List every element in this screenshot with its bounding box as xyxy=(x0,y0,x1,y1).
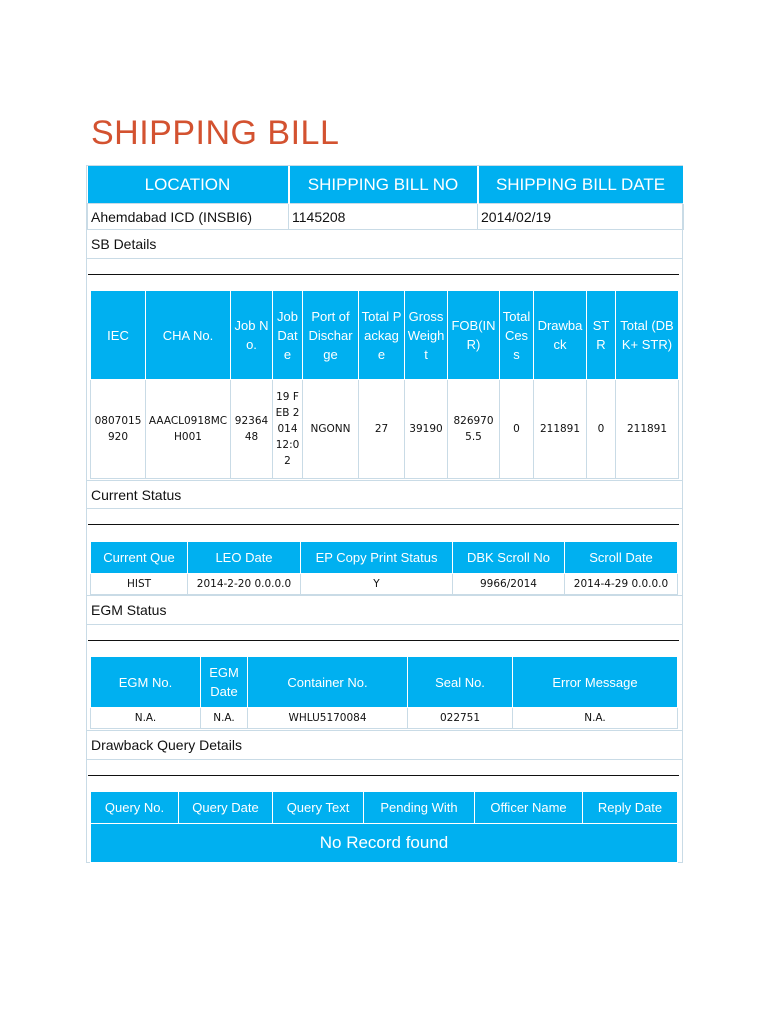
section-rule xyxy=(88,524,679,525)
col-drawback: Drawback xyxy=(534,291,587,380)
no-record-message: No Record found xyxy=(91,824,678,863)
section-current-status: Current Status xyxy=(91,487,182,503)
divider xyxy=(87,759,683,760)
col-scroll-date: Scroll Date xyxy=(565,542,678,574)
col-seal-no: Seal No. xyxy=(408,657,513,708)
divider xyxy=(87,258,683,259)
section-drawback-query: Drawback Query Details xyxy=(91,737,242,753)
col-port-of-discharge: Port of Discharge xyxy=(303,291,359,380)
col-query-no: Query No. xyxy=(91,792,179,824)
table-cell: N.A. xyxy=(201,708,248,729)
divider xyxy=(87,730,683,731)
egm-status-table xyxy=(90,656,678,729)
col-job-date: Job Date xyxy=(273,291,303,380)
table-cell: 0807015920 xyxy=(91,380,146,479)
divider xyxy=(87,480,683,481)
divider xyxy=(87,595,683,596)
col-reply-date: Reply Date xyxy=(583,792,678,824)
col-str: STR xyxy=(587,291,616,380)
section-egm-status: EGM Status xyxy=(91,602,167,618)
col-cha-no: CHA No. xyxy=(146,291,231,380)
divider xyxy=(87,229,683,230)
col-query-date: Query Date xyxy=(179,792,273,824)
col-egm-date: EGM Date xyxy=(201,657,248,708)
table-cell: 2014-4-29 0.0.0.0 xyxy=(565,574,678,595)
divider xyxy=(87,624,683,625)
table-cell: 022751 xyxy=(408,708,513,729)
table-cell: 0 xyxy=(500,380,534,479)
location-value: Ahemdabad ICD (INSBI6) xyxy=(88,204,289,230)
table-cell: 211891 xyxy=(616,380,679,479)
table-cell: 9966/2014 xyxy=(453,574,565,595)
table-row xyxy=(91,708,678,729)
col-query-text: Query Text xyxy=(273,792,364,824)
col-fob-inr: FOB(INR) xyxy=(448,291,500,380)
divider xyxy=(87,508,683,509)
col-iec: IEC xyxy=(91,291,146,380)
table-cell: N.A. xyxy=(91,708,201,729)
col-ep-copy-print-status: EP Copy Print Status xyxy=(301,542,453,574)
table-row xyxy=(91,574,678,595)
col-dbk-scroll-no: DBK Scroll No xyxy=(453,542,565,574)
table-cell: HIST xyxy=(91,574,188,595)
table-cell: 39190 xyxy=(405,380,448,479)
shipping-bill-no-value: 1145208 xyxy=(289,204,478,230)
col-officer-name: Officer Name xyxy=(475,792,583,824)
table-cell: WHLU5170084 xyxy=(248,708,408,729)
table-cell: 2014-2-20 0.0.0.0 xyxy=(188,574,301,595)
section-rule xyxy=(88,775,679,776)
section-rule xyxy=(88,640,679,641)
current-status-table xyxy=(90,541,678,595)
page-title: SHIPPING BILL xyxy=(91,114,340,152)
col-egm-no: EGM No. xyxy=(91,657,201,708)
drawback-query-table xyxy=(90,791,678,863)
col-container-no: Container No. xyxy=(248,657,408,708)
table-cell: 0 xyxy=(587,380,616,479)
col-total-package: Total Package xyxy=(359,291,405,380)
table-cell: AAACL0918MCH001 xyxy=(146,380,231,479)
header-col-sb-no: SHIPPING BILL NO xyxy=(289,166,478,204)
col-total-dbk-str: Total (DBK+ STR) xyxy=(616,291,679,380)
col-error-message: Error Message xyxy=(513,657,678,708)
table-cell: 211891 xyxy=(534,380,587,479)
col-gross-weight: Gross Weight xyxy=(405,291,448,380)
col-leo-date: LEO Date xyxy=(188,542,301,574)
shipping-bill-header-table xyxy=(87,166,685,230)
col-job-no: Job No. xyxy=(231,291,273,380)
col-current-que: Current Que xyxy=(91,542,188,574)
table-cell: 8269705.5 xyxy=(448,380,500,479)
col-pending-with: Pending With xyxy=(364,792,475,824)
header-col-sb-date: SHIPPING BILL DATE xyxy=(478,166,684,204)
table-cell: NGONN xyxy=(303,380,359,479)
table-row xyxy=(91,380,679,479)
table-cell: 27 xyxy=(359,380,405,479)
col-total-cess: Total Cess xyxy=(500,291,534,380)
shipping-bill-date-value: 2014/02/19 xyxy=(478,204,684,230)
section-rule xyxy=(88,274,679,275)
table-cell: 9236448 xyxy=(231,380,273,479)
table-cell: Y xyxy=(301,574,453,595)
header-col-location: LOCATION xyxy=(88,166,289,204)
table-cell: N.A. xyxy=(513,708,678,729)
section-sb-details: SB Details xyxy=(91,236,157,252)
sb-details-table xyxy=(90,290,679,479)
table-cell: 19 FEB 2014 12:02 xyxy=(273,380,303,479)
